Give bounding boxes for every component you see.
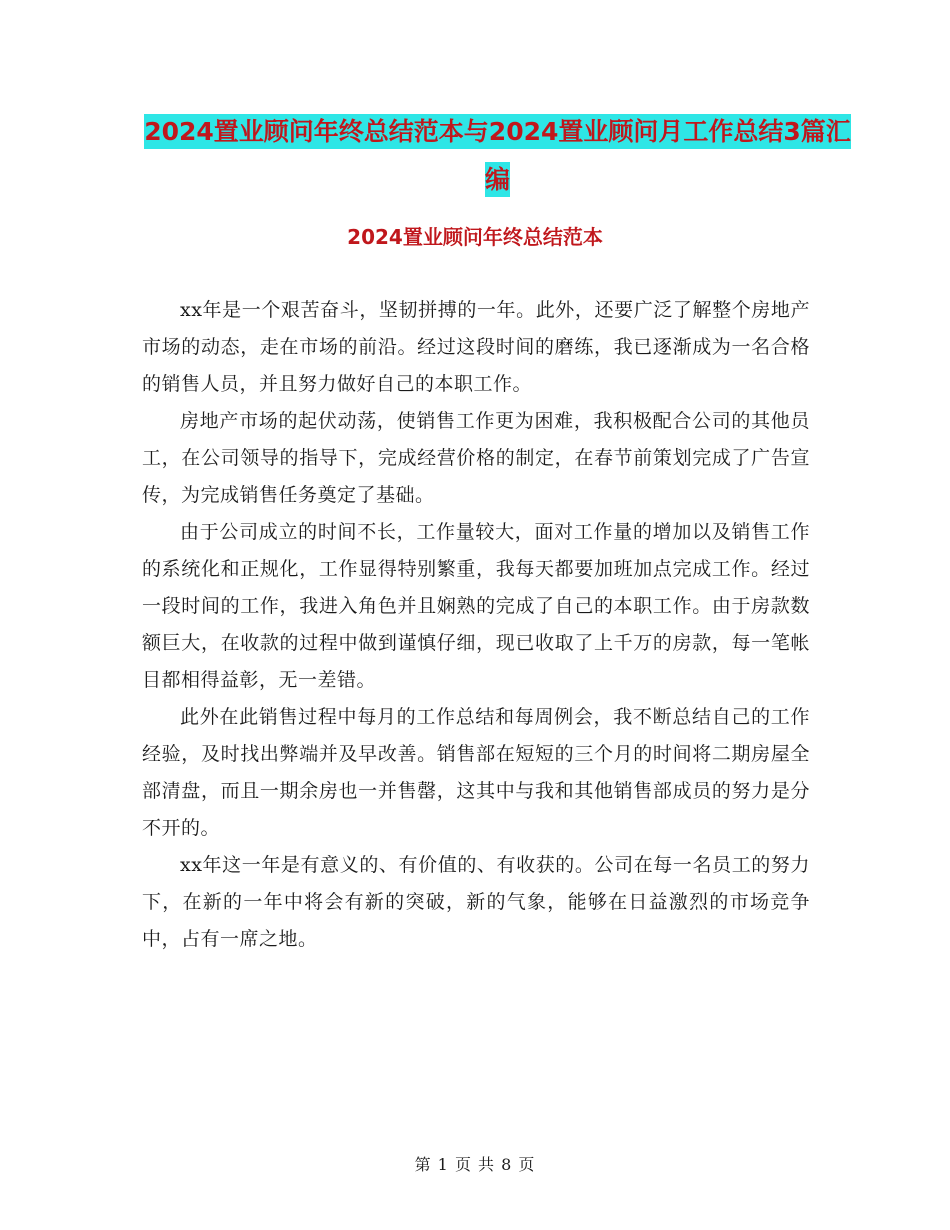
body-paragraph: 房地产市场的起伏动荡，使销售工作更为困难，我积极配合公司的其他员工，在公司领导的指导下，完成经营价格的制定，在春节前策划完成了广告宣传，为完成销售任务奠定了基础。	[142, 410, 810, 506]
body-paragraph: xx年这一年是有意义的、有价值的、有收获的。公司在每一名员工的努力下，在新的一年中将会有新的突破，新的气象，能够在日益激烈的市场竞争中，占有一席之地。	[142, 854, 810, 950]
document-body	[142, 292, 810, 958]
body-paragraph: 此外在此销售过程中每月的工作总结和每周例会，我不断总结自己的工作经验，及时找出弊端并及早改善。销售部在短短的三个月的时间将二期房屋全部清盘，而且一期余房也一并售罄，这其中与我和其他销售部成员的努力是分不开的。	[142, 706, 810, 839]
body-paragraph: xx年是一个艰苦奋斗，坚韧拼搏的一年。此外，还要广泛了解整个房地产市场的动态，走在市场的前沿。经过这段时间的磨练，我已逐渐成为一名合格的销售人员，并且努力做好自己的本职工作。	[142, 299, 810, 395]
page-footer: 第 1 页 共 8 页	[414, 1155, 536, 1174]
section-title: 2024置业顾问年终总结范本	[347, 225, 603, 249]
document-title-text: 2024置业顾问年终总结范本与2024置业顾问月工作总结3篇汇编	[144, 114, 851, 197]
document-title	[140, 108, 855, 204]
body-paragraph: 由于公司成立的时间不长，工作量较大，面对工作量的增加以及销售工作的系统化和正规化，工作显得特别繁重，我每天都要加班加点完成工作。经过一段时间的工作，我进入角色并且娴熟的完成了自己的本职工作。由于房款数额巨大，在收款的过程中做到谨慎仔细，现已收取了上千万的房款，每一笔帐目都相得益彰，无一差错。	[142, 521, 810, 691]
